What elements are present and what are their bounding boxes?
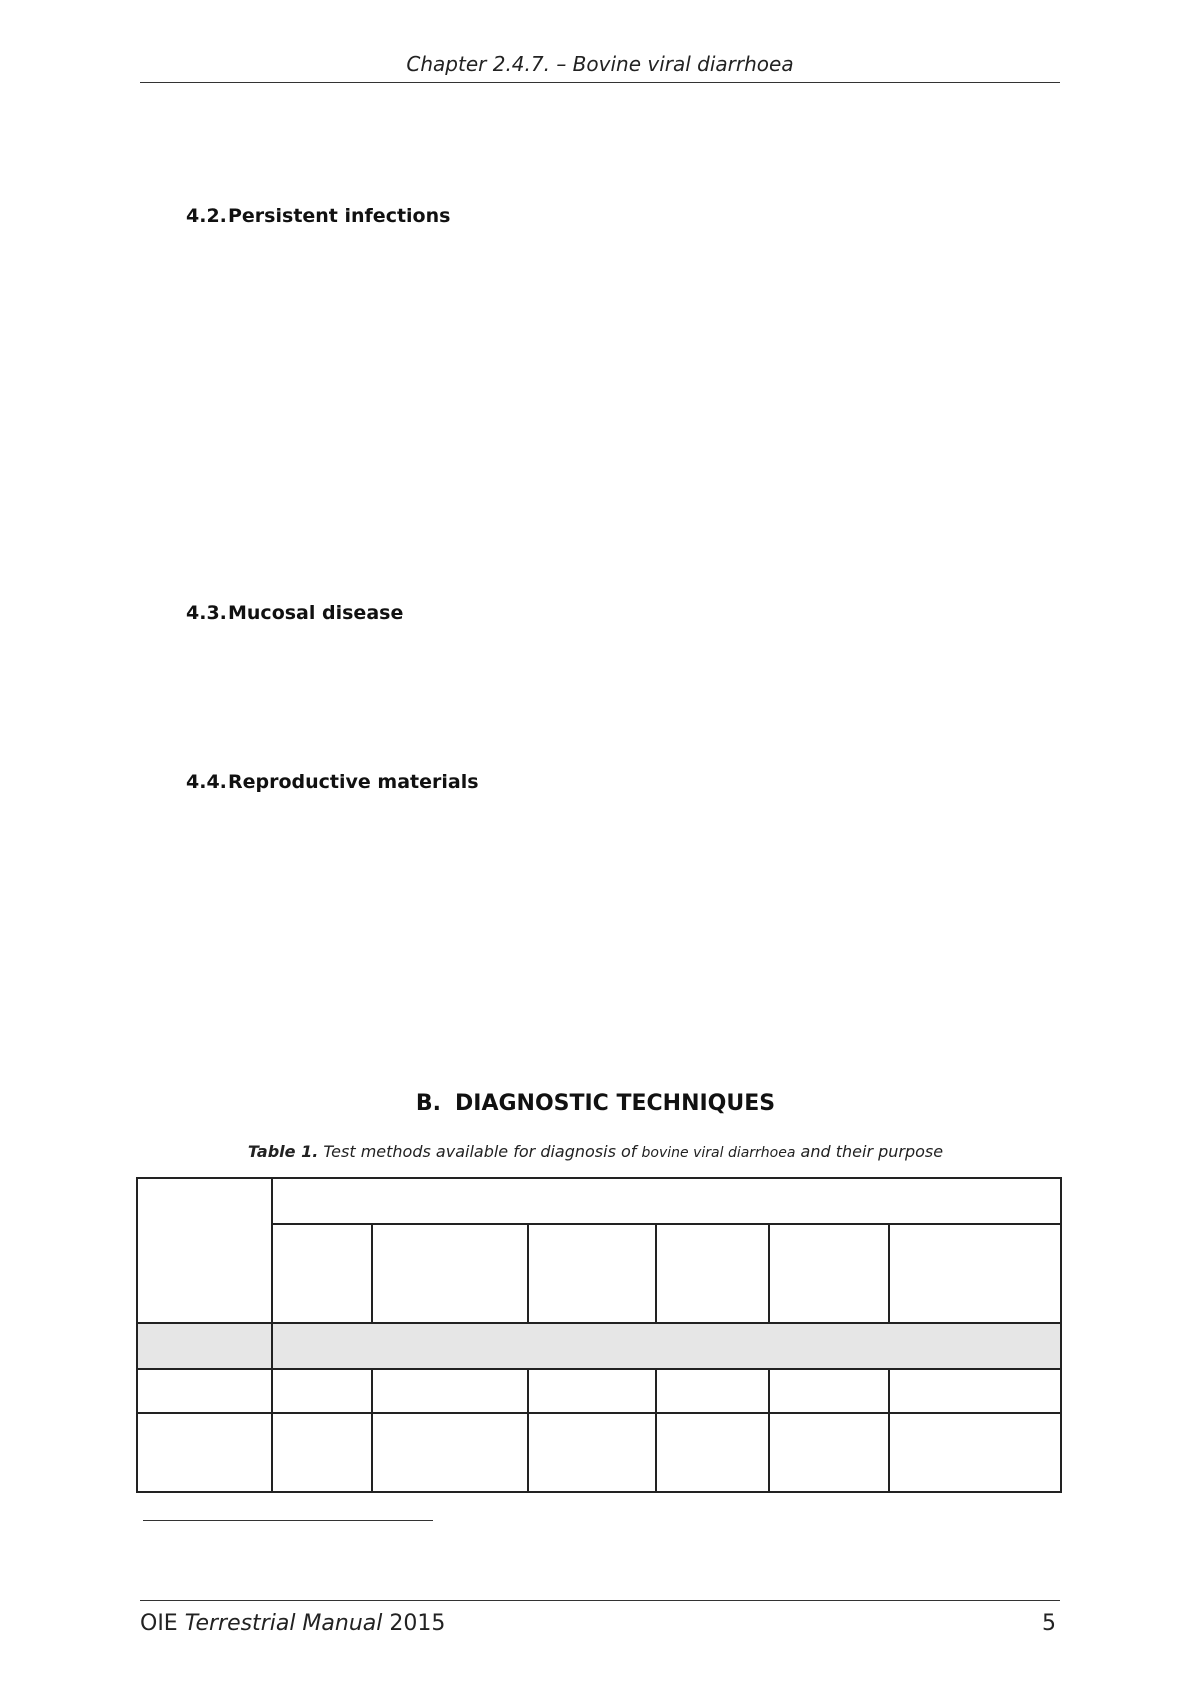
test-methods-table <box>136 1177 1062 1493</box>
table-caption-text: Test methods available for diagnosis of <box>323 1142 637 1161</box>
page-number: 5 <box>1042 1611 1056 1636</box>
footnote-rule <box>143 1520 433 1521</box>
table-column-divider <box>888 1223 890 1322</box>
section-title: Reproductive materials <box>228 771 479 793</box>
section-heading-4-3 <box>186 602 403 624</box>
footer-publication <box>140 1611 445 1636</box>
table-row-divider <box>138 1368 1060 1370</box>
section-title: Persistent infections <box>228 205 451 227</box>
table-column-divider <box>768 1223 770 1322</box>
running-header: Chapter 2.4.7. – Bovine viral diarrhoea <box>406 52 794 76</box>
table-caption-small-text: bovine viral diarrhoea <box>641 1145 796 1161</box>
part-letter: B. <box>415 1091 441 1116</box>
header-rule <box>140 82 1060 83</box>
table-row-divider <box>138 1412 1060 1414</box>
table-row-divider <box>271 1223 1062 1225</box>
table-label: Table 1. <box>247 1142 319 1161</box>
part-title <box>0 1091 1191 1116</box>
table-column-divider <box>655 1368 657 1491</box>
footer-rule <box>140 1600 1060 1601</box>
footer-year: 2015 <box>389 1611 446 1636</box>
table-column-divider <box>527 1223 529 1322</box>
table-column-divider <box>371 1223 373 1322</box>
table-caption <box>0 1142 1191 1161</box>
section-number: 4.2. <box>186 205 227 227</box>
section-heading-4-2 <box>186 205 450 227</box>
part-title-text: DIAGNOSTIC TECHNIQUES <box>455 1091 776 1116</box>
section-title: Mucosal disease <box>228 602 404 624</box>
table-column-divider <box>371 1368 373 1491</box>
table-column-divider <box>655 1223 657 1322</box>
table-column-divider <box>527 1368 529 1491</box>
table-shaded-row <box>138 1322 1060 1368</box>
section-heading-4-4 <box>186 771 479 793</box>
table-column-divider <box>271 1179 273 1491</box>
footer-publisher: OIE <box>140 1611 178 1636</box>
section-number: 4.3. <box>186 602 227 624</box>
footer-manual-title: Terrestrial Manual <box>184 1611 383 1636</box>
table-column-divider <box>768 1368 770 1491</box>
section-number: 4.4. <box>186 771 227 793</box>
table-caption-text-end: and their purpose <box>800 1142 944 1161</box>
table-row-divider <box>138 1322 1060 1324</box>
table-column-divider <box>888 1368 890 1491</box>
